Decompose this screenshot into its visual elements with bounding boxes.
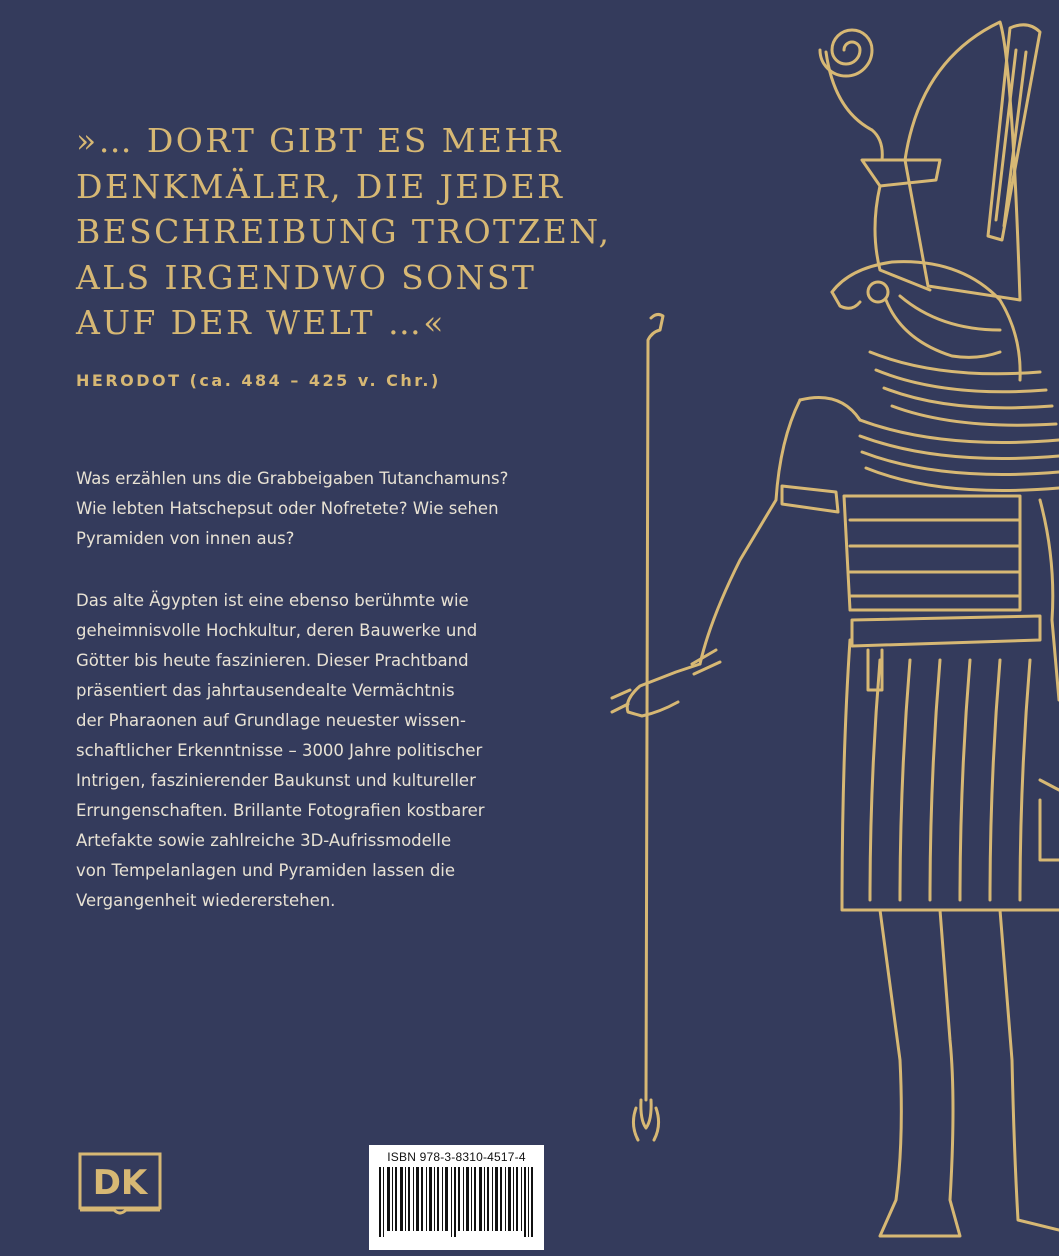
description-paragraph (76, 586, 616, 916)
description-line: Artefakte sowie zahlreiche 3D-Aufrissmodelle (76, 831, 452, 850)
dk-publisher-logo (78, 1152, 162, 1218)
description-line: geheimnisvolle Hochkultur, deren Bauwerke und (76, 621, 478, 640)
quote-line: AUF DER WELT …« (76, 303, 446, 342)
description-line: schaftlicher Erkenntnisse – 3000 Jahre politischer (76, 741, 483, 760)
description-line: der Pharaonen auf Grundlage neuester wissen- (76, 711, 466, 730)
svg-text:DK: DK (92, 1163, 148, 1203)
description-line: Das alte Ägypten ist eine ebenso berühmte wie (76, 591, 469, 610)
intro-line: Pyramiden von innen aus? (76, 529, 295, 548)
description-line: Errungenschaften. Brillante Fotografien kostbarer (76, 801, 485, 820)
herodot-quote (76, 118, 676, 346)
description-line: präsentiert das jahrtausendealte Vermächtnis (76, 681, 455, 700)
quote-line: DENKMÄLER, DIE JEDER (76, 166, 565, 206)
description-line: Vergangenheit wiedererstehen. (76, 891, 336, 910)
barcode-bars (379, 1167, 534, 1237)
quote-line: BESCHREIBUNG TROTZEN, (76, 212, 612, 251)
quote-line: ALS IRGENDWO SONST (76, 257, 537, 297)
quote-attribution: HERODOT (ca. 484 – 425 v. Chr.) (76, 371, 441, 390)
description-line: Götter bis heute faszinieren. Dieser Prachtband (76, 651, 469, 670)
intro-paragraph (76, 464, 616, 554)
isbn-barcode (369, 1145, 544, 1250)
isbn-number: ISBN 978-3-8310-4517-4 (387, 1150, 526, 1164)
intro-line: Was erzählen uns die Grabbeigaben Tutanchamuns? (76, 469, 509, 488)
quote-line: »… DORT GIBT ES MEHR (76, 121, 563, 160)
description-line: Intrigen, faszinierender Baukunst und kultureller (76, 771, 476, 790)
description-line: von Tempelanlagen und Pyramiden lassen die (76, 861, 456, 880)
intro-line: Wie lebten Hatschepsut oder Nofretete? Wie sehen (76, 499, 499, 518)
